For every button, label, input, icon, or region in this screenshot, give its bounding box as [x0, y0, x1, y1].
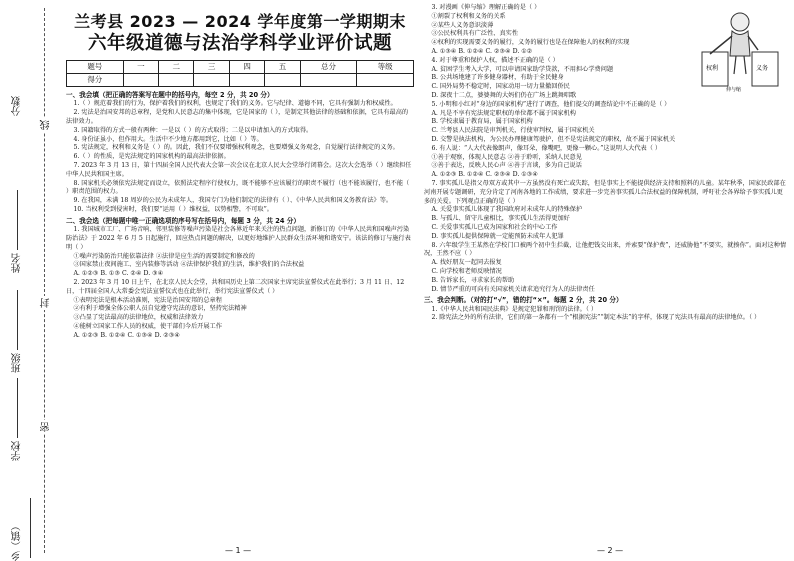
score-table-header: 四 — [229, 61, 264, 74]
answer-option: ③国家禁止夜间施工、室内装修等活动 ④法律保护我们的生活，维护我们的合法权益 — [73, 261, 305, 269]
cartoon-illustration — [696, 4, 784, 92]
answer-option: C. 国外局势不稳定时，国家动用一切力量撤回侨民 — [431, 83, 570, 91]
name-field-line — [18, 190, 19, 250]
question-text: 5. 宪法规定，权利和义务是（ ）的。因此，我们不仅要增强权利观念，也要增强义务观念，自觉履行法律规定的义务。 — [73, 144, 399, 152]
exam-title-line1: 兰考县 2023 — 2024 学年度第一学期期末 — [74, 12, 406, 31]
question-text: 2. 除宪法之外的所有法律，它们的第一条都有一个“根据宪法”“制定本法”的字样，体现了宪法具有最高的法律地位。（ ） — [431, 314, 761, 322]
cartoon-arm-left — [710, 36, 732, 54]
answer-option: ③凸显了宪法最高的法律地位，权威和法律效力 — [73, 314, 204, 322]
seal-label-feng: 封 — [41, 298, 52, 308]
answer-option: A. ①②③ B. ①②④ C. ②③④ D. ①③④ — [431, 171, 538, 179]
question-text: 10. 当权利受到侵害时，我们要“运用（ ）维权益，以势相警，不可取”。 — [73, 205, 273, 213]
class-field-label: 班级 — [12, 353, 23, 373]
question-text: 3. 对漫画《伸与缩》理解正确的是（ ） — [431, 4, 541, 11]
answer-option: A. ①③④ B. ①②④ C. ②③④ D. ①② — [431, 47, 533, 55]
question-text: 5. 小明和小红对“身边的国家机构”进行了调查，他们提交的调查结论中不正确的是（ ） — [431, 100, 671, 108]
binding-strip — [0, 0, 60, 561]
answer-option: C. 向学校和老师反映情况 — [431, 267, 502, 275]
score-cell[interactable] — [229, 74, 264, 87]
answer-option: A. 找好朋友一起同去报复 — [431, 259, 502, 267]
score-cell[interactable] — [159, 74, 194, 87]
answer-option: D. 事实孤儿提供保障就一定能预防未成年人犯罪 — [431, 232, 564, 240]
name-field-label: 姓名 — [12, 253, 23, 273]
answer-option: ①噪声污染防治只能依靠法律 ②法律是应生活的需要制定和修改的 — [73, 252, 255, 260]
cartoon-legs — [734, 56, 746, 74]
answer-option: B. 与孤儿、留守儿童相比，事实孤儿生活得更加好 — [431, 215, 570, 223]
question-text: 1.《中华人民共和国民法典》是规定犯罪和刑罚的法律。（ ） — [431, 305, 598, 313]
exam-title-line2: 六年级道德与法治学科学业评价试题 — [87, 33, 392, 54]
page-number-right: — 2 — — [597, 546, 624, 555]
question-text: 1.（ ）规范着我们的行为，保护着我们的权利，也规定了我们的义务。它与纪律、道德不同，它具有强制力和权威性。 — [73, 100, 397, 108]
score-table-header: 五 — [265, 61, 300, 74]
answer-option: A. 关爱事实孤儿体现了我国政府对未成年人的特殊保护 — [431, 206, 583, 214]
seal-line — [44, 8, 45, 553]
answer-option: D. 情节严重的可向有关国家机关请求追究行为人的法律责任 — [431, 285, 595, 293]
question-text: 7. 2023 年 3 月 13 日，第十四届全国人民代表大会第一次会议在北京人民大会堂举行闭幕会。这次大会选举（ ）继续担任中华人民共和国主席。 — [66, 161, 412, 178]
answer-option: A. 凡是不享有宪法规定职权的单位都不属于国家机构 — [431, 109, 576, 117]
answer-option: D. 交警是执法机构，为公民办理健康驾驶护，但不是宪法规定的职权，故不属于国家机关 — [431, 135, 676, 143]
cartoon-label-right: 义务 — [756, 65, 769, 72]
score-table-header: 二 — [159, 61, 194, 74]
score-cell[interactable] — [265, 74, 300, 87]
answer-option: ①善于观察，体现人民意志 ②善于聆听，采纳人民意见 — [431, 153, 582, 161]
score-field-label: 分数 — [12, 96, 23, 116]
question-text: 8. 国家机关必须依宪法规定而设立，依照法定程序行使权力，既不能够不应该履行的职责不履行（也不能该履行，也不能（ ）职责范围的权力。 — [66, 179, 410, 196]
question-text: 9. 在我国，未满 18 周岁的公民为未成年人，我国专门为他们制定的法律有（ ）、《中华人民共和国义务教育法》等。 — [73, 197, 393, 205]
question-text: 6.（ ）的性质，是宪法规定的国家机构的最高法律依据。 — [73, 153, 230, 161]
school-field[interactable] — [10, 378, 25, 461]
score-cell[interactable] — [300, 74, 357, 87]
question-text: 4. 对于尊重和保护人权，描述不正确的是（ ） — [431, 56, 559, 64]
school-field-label: 学校 — [12, 441, 23, 461]
page-number-left: — 1 — — [225, 546, 252, 555]
cartoon-label-left: 权利 — [706, 65, 719, 72]
score-cell[interactable] — [357, 74, 414, 87]
score-table-header: 等级 — [357, 61, 414, 74]
question-text: 6. 有人说：“人大代表像朗声，像耳朵，像嘴吧，更像一颗心。”这说明人大代表（ ） — [431, 144, 662, 152]
answer-option: B. 学校隶属于教育局，属于国家机构 — [431, 118, 533, 126]
answer-option: ④能树立国家工作人员的权威，使干部们今后开展工作 — [73, 322, 222, 330]
class-field[interactable] — [10, 290, 25, 373]
score-table-row — [67, 74, 414, 87]
answer-option: B. 告诉家长，寻求家长的帮助 — [431, 276, 515, 284]
left-question-list — [66, 91, 414, 340]
answer-option: ③公民权利具有广泛性、真实性 — [431, 30, 519, 38]
section-heading: 一、我会填（把正确的答案写在题中的括号内，每空 2 分，共 20 分） — [66, 91, 274, 100]
answer-option: C. 兰考县人民法院是审判机关，行使审判权，属于国家机关 — [431, 127, 595, 135]
question-text: 3. 国籍取得的方式一般有两种：一是以（ ）的方式取得；二是以申请加入的方式取得。 — [73, 126, 313, 134]
answer-option: B. 公共场地建了许多健身器材，有助于全民健身 — [431, 74, 564, 82]
answer-option: C. 关爱事实孤儿已成为国家和社会的中心工作 — [431, 223, 558, 231]
cartoon-caption: 伸与缩 — [726, 87, 742, 93]
answer-option: ②某些人义务意识淡薄 — [431, 21, 494, 29]
answer-option: ①表明宪法是根本活动准则，宪法是治国安邦的总章程 — [73, 296, 222, 304]
school-field-line — [18, 378, 19, 438]
name-field[interactable] — [10, 190, 25, 273]
answer-option: ①割裂了权利和义务的关系 — [431, 12, 506, 20]
question-text: 4. 身份证虽小，但作用大。生活中不少地方都用到它，比如（ ）等。 — [73, 135, 263, 143]
left-column — [66, 4, 414, 340]
seal-label-xian: 线 — [41, 120, 52, 130]
answer-option: ③善于表达，反映人民心声 ④善于言谈，多为自己说话 — [431, 162, 582, 170]
seal-label-mi: 密 — [41, 422, 52, 432]
question-text: 8. 六年级学生王某然在学校门口被两个初中生拦截，让他把钱交出来，并索要“保护费”，还威胁他“不要实，就揍你”。面对这种情况，王然不应（ ） — [424, 241, 787, 258]
cartoon-body — [730, 31, 750, 56]
question-text: 7. 事实孤儿是指父母双方或其中一方虽然没有死亡或失踪，但是事实上不能提供经济支持和照料的儿童。某年秋季，国家民政部在河南开展专题调研，充分肯定了河南各地的工作成绩，要求进一步完善事实孤儿合法权益的保障机制，呼吁社会各界给予事实孤儿更多的关爱。下列观点正确的是（ ） — [424, 179, 786, 205]
answer-option: ②有利于增强全体公职人员自觉遵守宪法的意识，坚持宪法精神 — [73, 305, 247, 313]
class-field-line — [18, 290, 19, 350]
score-table-header: 题号 — [67, 61, 124, 74]
score-cell[interactable] — [123, 74, 158, 87]
score-table-header-row — [67, 61, 414, 74]
cartoon-head — [731, 13, 749, 31]
town-field[interactable] — [10, 466, 36, 561]
question-text: 2. 2023 年 3 月 10 日上午，在北京人民大会堂，共和国历史上第二次国家主席宪法宣誓仪式在此举行；3 月 11 日、12 日，十四届全国人大常委会宪法宣誓仪式也在此举行，举行宪法宣誓仪式（ ） — [66, 278, 405, 295]
answer-option: ④权利的实现需要义务的履行，义务的履行也是在保障他人的权利的实现 — [431, 39, 630, 47]
score-table-header: 一 — [123, 61, 158, 74]
score-table-header: 总分 — [300, 61, 357, 74]
score-table-header: 三 — [194, 61, 229, 74]
town-field-line — [31, 498, 32, 558]
answer-option: A. ①②③ B. ①③ C. ②④ D. ③④ — [73, 270, 164, 278]
score-table-row-label: 得分 — [67, 74, 124, 87]
section-heading: 二、我会选（把每题中唯一正确选项的序号写在括号内，每题 3 分，共 24 分） — [66, 216, 300, 225]
town-field-label: 乡（镇） — [12, 521, 23, 561]
section-heading: 三、我会判断。（对的打“√”，错的打“×”。每题 2 分，共 20 分） — [424, 296, 623, 305]
answer-option: D. 深夜十二点，婆婆舞的大妈们仍在广场上跳舞唱歌 — [431, 91, 577, 99]
question-text: 1. 我国城市工厂、广场音响、邻里装修等噪声污染是社会各界近年来关注的热点问题，新修订的《中华人民共和国噪声污染防治法》于 2022 年 6 月 5 日起施行，回应热点问题的解决，以更好地维护人民群众生活环境和谐安宁。该法的修订与施行表明（ ） — [66, 226, 411, 251]
score-field — [10, 96, 25, 116]
score-table — [66, 60, 414, 87]
answer-option: A. 贫困学生考入大学，可以申请国家助学贷款，不用担心学费问题 — [431, 65, 614, 73]
score-cell[interactable] — [194, 74, 229, 87]
answer-option: A. ①②③ B. ①②④ C. ①③④ D. ②③④ — [73, 331, 180, 339]
question-text: 2. 宪法是治国安邦的总章程，是党和人民意志的集中体现，它是国家的（ ），是制定其他法律的基础和依据，它具有最高的法律效力。 — [66, 109, 409, 125]
